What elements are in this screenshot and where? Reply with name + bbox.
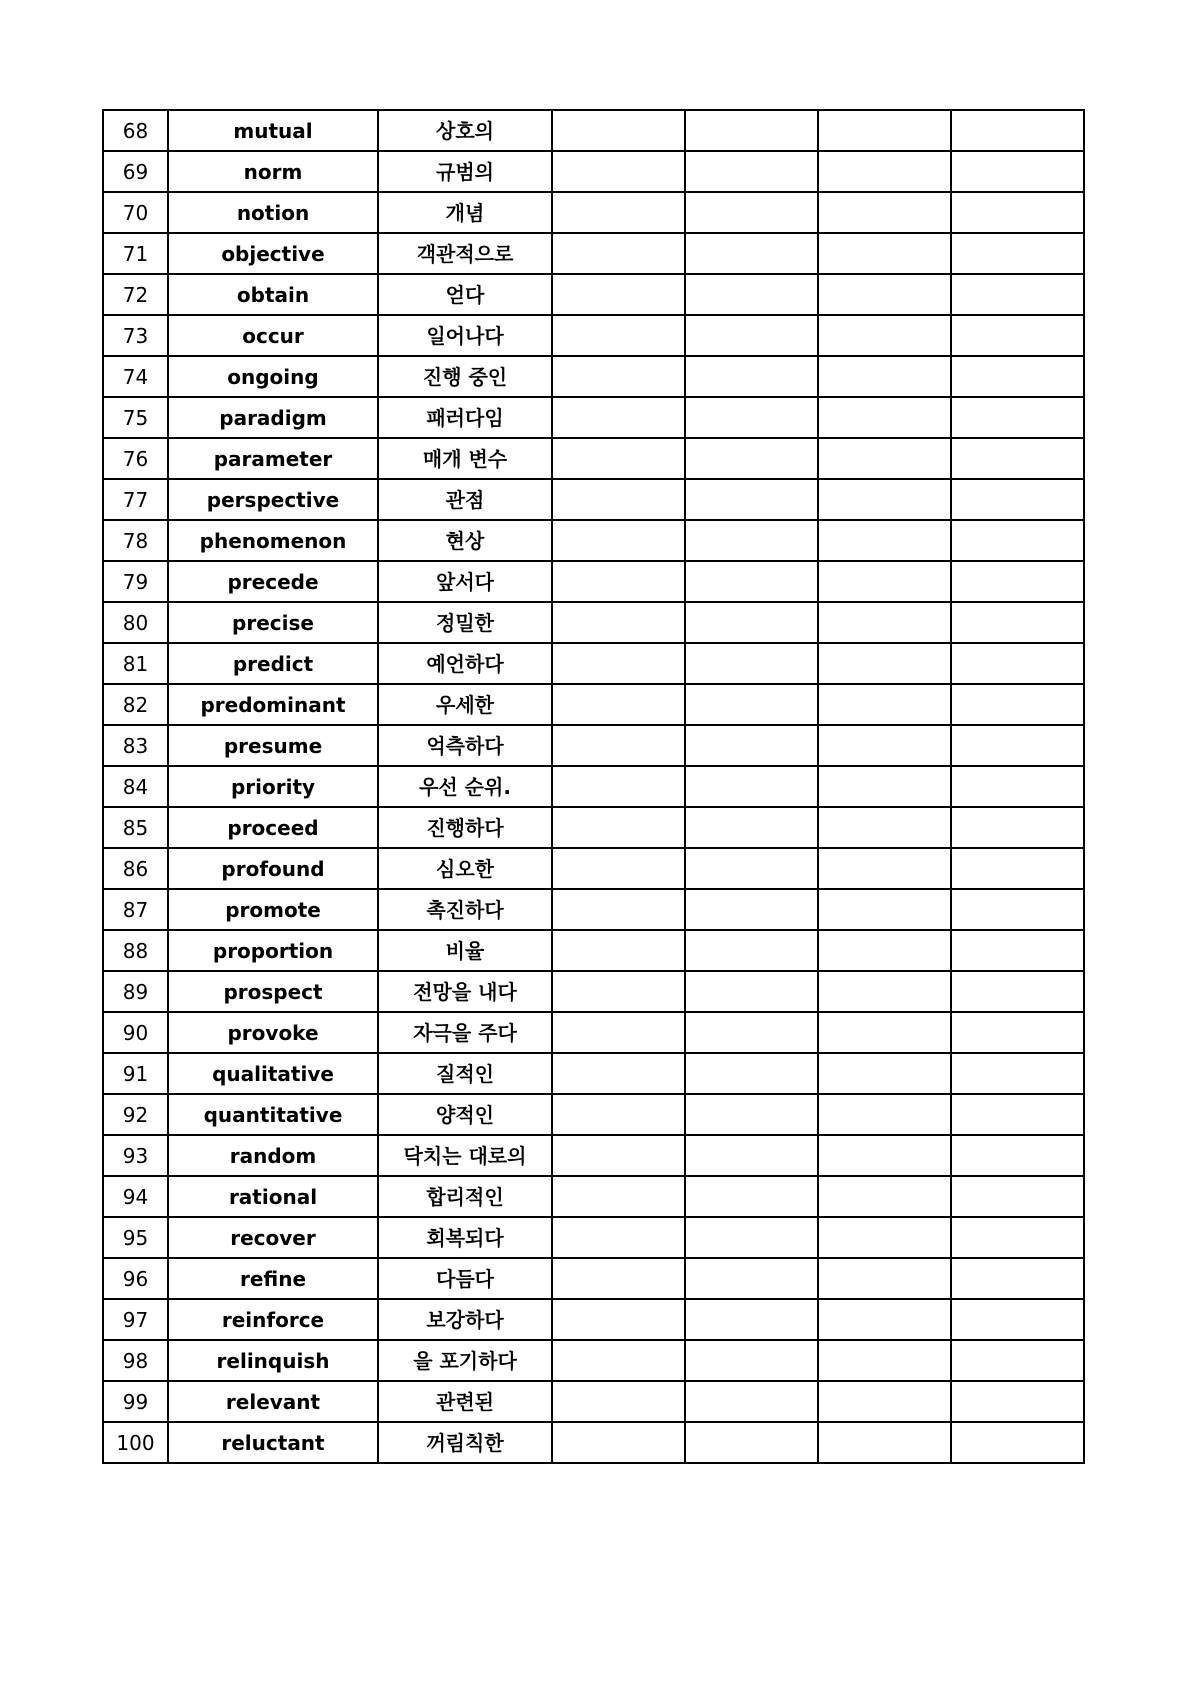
blank-practice-cell: [818, 930, 951, 971]
blank-practice-cell: [818, 438, 951, 479]
blank-practice-cell: [818, 684, 951, 725]
row-number-cell: 75: [103, 397, 168, 438]
korean-meaning-cell: 전망을 내다: [378, 971, 552, 1012]
blank-practice-cell: [818, 356, 951, 397]
english-word-cell: qualitative: [168, 1053, 378, 1094]
blank-practice-cell: [685, 233, 818, 274]
blank-practice-cell: [951, 1217, 1084, 1258]
blank-practice-cell: [951, 438, 1084, 479]
english-word-cell: obtain: [168, 274, 378, 315]
table-row: [103, 233, 1084, 274]
blank-practice-cell: [685, 397, 818, 438]
blank-practice-cell: [685, 1135, 818, 1176]
blank-practice-cell: [552, 1135, 685, 1176]
blank-practice-cell: [951, 1053, 1084, 1094]
blank-practice-cell: [951, 110, 1084, 151]
english-word-cell: promote: [168, 889, 378, 930]
korean-meaning-cell: 일어나다: [378, 315, 552, 356]
row-number-cell: 97: [103, 1299, 168, 1340]
blank-practice-cell: [552, 192, 685, 233]
english-word-cell: ongoing: [168, 356, 378, 397]
row-number-cell: 80: [103, 602, 168, 643]
english-word-cell: relevant: [168, 1381, 378, 1422]
blank-practice-cell: [818, 110, 951, 151]
blank-practice-cell: [552, 889, 685, 930]
blank-practice-cell: [685, 807, 818, 848]
blank-practice-cell: [818, 1258, 951, 1299]
blank-practice-cell: [685, 315, 818, 356]
blank-practice-cell: [951, 1381, 1084, 1422]
blank-practice-cell: [685, 971, 818, 1012]
korean-meaning-cell: 심오한: [378, 848, 552, 889]
blank-practice-cell: [552, 1176, 685, 1217]
korean-meaning-cell: 현상: [378, 520, 552, 561]
blank-practice-cell: [552, 1381, 685, 1422]
english-word-cell: rational: [168, 1176, 378, 1217]
blank-practice-cell: [951, 274, 1084, 315]
blank-practice-cell: [951, 1012, 1084, 1053]
korean-meaning-cell: 정밀한: [378, 602, 552, 643]
english-word-cell: paradigm: [168, 397, 378, 438]
blank-practice-cell: [818, 725, 951, 766]
english-word-cell: parameter: [168, 438, 378, 479]
blank-practice-cell: [685, 274, 818, 315]
row-number-cell: 70: [103, 192, 168, 233]
korean-meaning-cell: 질적인: [378, 1053, 552, 1094]
english-word-cell: proportion: [168, 930, 378, 971]
row-number-cell: 69: [103, 151, 168, 192]
table-row: [103, 971, 1084, 1012]
table-row: [103, 807, 1084, 848]
english-word-cell: proceed: [168, 807, 378, 848]
english-word-cell: norm: [168, 151, 378, 192]
blank-practice-cell: [685, 684, 818, 725]
blank-practice-cell: [951, 397, 1084, 438]
korean-meaning-cell: 다듬다: [378, 1258, 552, 1299]
korean-meaning-cell: 합리적인: [378, 1176, 552, 1217]
blank-practice-cell: [552, 930, 685, 971]
table-row: [103, 889, 1084, 930]
blank-practice-cell: [685, 602, 818, 643]
row-number-cell: 68: [103, 110, 168, 151]
korean-meaning-cell: 진행 중인: [378, 356, 552, 397]
row-number-cell: 83: [103, 725, 168, 766]
blank-practice-cell: [818, 520, 951, 561]
korean-meaning-cell: 규범의: [378, 151, 552, 192]
english-word-cell: relinquish: [168, 1340, 378, 1381]
blank-practice-cell: [552, 1012, 685, 1053]
korean-meaning-cell: 보강하다: [378, 1299, 552, 1340]
blank-practice-cell: [951, 971, 1084, 1012]
blank-practice-cell: [818, 1094, 951, 1135]
english-word-cell: predict: [168, 643, 378, 684]
blank-practice-cell: [818, 151, 951, 192]
korean-meaning-cell: 상호의: [378, 110, 552, 151]
row-number-cell: 96: [103, 1258, 168, 1299]
blank-practice-cell: [685, 848, 818, 889]
blank-practice-cell: [685, 889, 818, 930]
korean-meaning-cell: 예언하다: [378, 643, 552, 684]
blank-practice-cell: [552, 233, 685, 274]
english-word-cell: perspective: [168, 479, 378, 520]
blank-practice-cell: [951, 643, 1084, 684]
english-word-cell: provoke: [168, 1012, 378, 1053]
korean-meaning-cell: 우선 순위.: [378, 766, 552, 807]
english-word-cell: objective: [168, 233, 378, 274]
blank-practice-cell: [552, 1299, 685, 1340]
blank-practice-cell: [552, 561, 685, 602]
english-word-cell: occur: [168, 315, 378, 356]
blank-practice-cell: [552, 725, 685, 766]
row-number-cell: 90: [103, 1012, 168, 1053]
blank-practice-cell: [685, 479, 818, 520]
blank-practice-cell: [951, 561, 1084, 602]
blank-practice-cell: [818, 971, 951, 1012]
table-row: [103, 561, 1084, 602]
blank-practice-cell: [685, 1217, 818, 1258]
korean-meaning-cell: 관점: [378, 479, 552, 520]
blank-practice-cell: [951, 315, 1084, 356]
english-word-cell: predominant: [168, 684, 378, 725]
blank-practice-cell: [552, 274, 685, 315]
blank-practice-cell: [951, 930, 1084, 971]
row-number-cell: 77: [103, 479, 168, 520]
table-row: [103, 1340, 1084, 1381]
korean-meaning-cell: 매개 변수: [378, 438, 552, 479]
blank-practice-cell: [818, 479, 951, 520]
table-row: [103, 725, 1084, 766]
blank-practice-cell: [818, 274, 951, 315]
table-row: [103, 192, 1084, 233]
blank-practice-cell: [685, 1053, 818, 1094]
blank-practice-cell: [818, 1053, 951, 1094]
table-row: [103, 1176, 1084, 1217]
blank-practice-cell: [552, 479, 685, 520]
table-row: [103, 602, 1084, 643]
table-row: [103, 930, 1084, 971]
row-number-cell: 79: [103, 561, 168, 602]
table-row: [103, 274, 1084, 315]
korean-meaning-cell: 을 포기하다: [378, 1340, 552, 1381]
blank-practice-cell: [951, 1094, 1084, 1135]
blank-practice-cell: [685, 1340, 818, 1381]
row-number-cell: 100: [103, 1422, 168, 1463]
row-number-cell: 71: [103, 233, 168, 274]
blank-practice-cell: [818, 1381, 951, 1422]
blank-practice-cell: [818, 1217, 951, 1258]
blank-practice-cell: [951, 192, 1084, 233]
english-word-cell: recover: [168, 1217, 378, 1258]
korean-meaning-cell: 우세한: [378, 684, 552, 725]
row-number-cell: 86: [103, 848, 168, 889]
blank-practice-cell: [685, 151, 818, 192]
korean-meaning-cell: 관련된: [378, 1381, 552, 1422]
blank-practice-cell: [818, 192, 951, 233]
row-number-cell: 87: [103, 889, 168, 930]
row-number-cell: 73: [103, 315, 168, 356]
english-word-cell: quantitative: [168, 1094, 378, 1135]
blank-practice-cell: [951, 1135, 1084, 1176]
blank-practice-cell: [685, 561, 818, 602]
blank-practice-cell: [818, 889, 951, 930]
blank-practice-cell: [552, 1053, 685, 1094]
blank-practice-cell: [552, 807, 685, 848]
blank-practice-cell: [951, 766, 1084, 807]
blank-practice-cell: [552, 520, 685, 561]
table-row: [103, 766, 1084, 807]
english-word-cell: profound: [168, 848, 378, 889]
english-word-cell: priority: [168, 766, 378, 807]
korean-meaning-cell: 진행하다: [378, 807, 552, 848]
blank-practice-cell: [685, 1299, 818, 1340]
blank-practice-cell: [685, 1422, 818, 1463]
korean-meaning-cell: 촉진하다: [378, 889, 552, 930]
row-number-cell: 74: [103, 356, 168, 397]
row-number-cell: 94: [103, 1176, 168, 1217]
blank-practice-cell: [552, 602, 685, 643]
korean-meaning-cell: 비율: [378, 930, 552, 971]
row-number-cell: 84: [103, 766, 168, 807]
row-number-cell: 99: [103, 1381, 168, 1422]
table-row: [103, 1422, 1084, 1463]
table-row: [103, 684, 1084, 725]
table-row: [103, 356, 1084, 397]
blank-practice-cell: [951, 848, 1084, 889]
blank-practice-cell: [951, 233, 1084, 274]
vocabulary-table: [102, 109, 1085, 1464]
table-row: [103, 151, 1084, 192]
row-number-cell: 72: [103, 274, 168, 315]
table-row: [103, 1135, 1084, 1176]
table-row: [103, 438, 1084, 479]
blank-practice-cell: [951, 356, 1084, 397]
table-row: [103, 110, 1084, 151]
blank-practice-cell: [685, 110, 818, 151]
blank-practice-cell: [951, 725, 1084, 766]
table-row: [103, 315, 1084, 356]
blank-practice-cell: [951, 684, 1084, 725]
blank-practice-cell: [818, 561, 951, 602]
blank-practice-cell: [818, 807, 951, 848]
english-word-cell: precede: [168, 561, 378, 602]
blank-practice-cell: [552, 684, 685, 725]
korean-meaning-cell: 얻다: [378, 274, 552, 315]
blank-practice-cell: [951, 1340, 1084, 1381]
blank-practice-cell: [685, 192, 818, 233]
korean-meaning-cell: 개념: [378, 192, 552, 233]
blank-practice-cell: [685, 1094, 818, 1135]
row-number-cell: 81: [103, 643, 168, 684]
english-word-cell: refine: [168, 1258, 378, 1299]
table-row: [103, 1217, 1084, 1258]
table-row: [103, 1094, 1084, 1135]
blank-practice-cell: [951, 602, 1084, 643]
table-row: [103, 397, 1084, 438]
blank-practice-cell: [552, 397, 685, 438]
korean-meaning-cell: 자극을 주다: [378, 1012, 552, 1053]
blank-practice-cell: [818, 848, 951, 889]
blank-practice-cell: [685, 766, 818, 807]
blank-practice-cell: [951, 1258, 1084, 1299]
row-number-cell: 89: [103, 971, 168, 1012]
blank-practice-cell: [685, 643, 818, 684]
blank-practice-cell: [552, 766, 685, 807]
blank-practice-cell: [951, 1422, 1084, 1463]
english-word-cell: precise: [168, 602, 378, 643]
blank-practice-cell: [552, 438, 685, 479]
blank-practice-cell: [685, 356, 818, 397]
english-word-cell: reluctant: [168, 1422, 378, 1463]
blank-practice-cell: [685, 1381, 818, 1422]
blank-practice-cell: [552, 1217, 685, 1258]
blank-practice-cell: [552, 643, 685, 684]
english-word-cell: mutual: [168, 110, 378, 151]
blank-practice-cell: [685, 520, 818, 561]
korean-meaning-cell: 억측하다: [378, 725, 552, 766]
blank-practice-cell: [552, 315, 685, 356]
blank-practice-cell: [818, 1340, 951, 1381]
table-row: [103, 1299, 1084, 1340]
row-number-cell: 78: [103, 520, 168, 561]
blank-practice-cell: [818, 1176, 951, 1217]
table-row: [103, 479, 1084, 520]
row-number-cell: 92: [103, 1094, 168, 1135]
blank-practice-cell: [818, 643, 951, 684]
table-row: [103, 1012, 1084, 1053]
korean-meaning-cell: 닥치는 대로의: [378, 1135, 552, 1176]
korean-meaning-cell: 꺼림칙한: [378, 1422, 552, 1463]
korean-meaning-cell: 회복되다: [378, 1217, 552, 1258]
blank-practice-cell: [951, 1176, 1084, 1217]
blank-practice-cell: [818, 766, 951, 807]
english-word-cell: reinforce: [168, 1299, 378, 1340]
row-number-cell: 76: [103, 438, 168, 479]
english-word-cell: notion: [168, 192, 378, 233]
blank-practice-cell: [951, 151, 1084, 192]
blank-practice-cell: [818, 1012, 951, 1053]
blank-practice-cell: [818, 397, 951, 438]
blank-practice-cell: [552, 1422, 685, 1463]
blank-practice-cell: [818, 233, 951, 274]
blank-practice-cell: [552, 971, 685, 1012]
table-row: [103, 643, 1084, 684]
english-word-cell: phenomenon: [168, 520, 378, 561]
korean-meaning-cell: 양적인: [378, 1094, 552, 1135]
table-row: [103, 848, 1084, 889]
blank-practice-cell: [818, 1422, 951, 1463]
row-number-cell: 85: [103, 807, 168, 848]
blank-practice-cell: [552, 356, 685, 397]
table-row: [103, 1258, 1084, 1299]
row-number-cell: 98: [103, 1340, 168, 1381]
korean-meaning-cell: 패러다임: [378, 397, 552, 438]
blank-practice-cell: [951, 520, 1084, 561]
blank-practice-cell: [552, 110, 685, 151]
vocabulary-table-body: [103, 110, 1084, 1463]
row-number-cell: 95: [103, 1217, 168, 1258]
blank-practice-cell: [552, 1340, 685, 1381]
row-number-cell: 93: [103, 1135, 168, 1176]
blank-practice-cell: [552, 848, 685, 889]
blank-practice-cell: [552, 1258, 685, 1299]
blank-practice-cell: [685, 1176, 818, 1217]
korean-meaning-cell: 객관적으로: [378, 233, 552, 274]
english-word-cell: random: [168, 1135, 378, 1176]
blank-practice-cell: [951, 807, 1084, 848]
table-row: [103, 1053, 1084, 1094]
row-number-cell: 82: [103, 684, 168, 725]
table-row: [103, 1381, 1084, 1422]
blank-practice-cell: [685, 1012, 818, 1053]
blank-practice-cell: [685, 725, 818, 766]
blank-practice-cell: [818, 1299, 951, 1340]
blank-practice-cell: [951, 889, 1084, 930]
blank-practice-cell: [552, 1094, 685, 1135]
blank-practice-cell: [951, 479, 1084, 520]
blank-practice-cell: [685, 438, 818, 479]
row-number-cell: 91: [103, 1053, 168, 1094]
korean-meaning-cell: 앞서다: [378, 561, 552, 602]
blank-practice-cell: [685, 930, 818, 971]
blank-practice-cell: [951, 1299, 1084, 1340]
blank-practice-cell: [552, 151, 685, 192]
blank-practice-cell: [818, 602, 951, 643]
row-number-cell: 88: [103, 930, 168, 971]
english-word-cell: presume: [168, 725, 378, 766]
blank-practice-cell: [685, 1258, 818, 1299]
english-word-cell: prospect: [168, 971, 378, 1012]
blank-practice-cell: [818, 315, 951, 356]
table-row: [103, 520, 1084, 561]
blank-practice-cell: [818, 1135, 951, 1176]
